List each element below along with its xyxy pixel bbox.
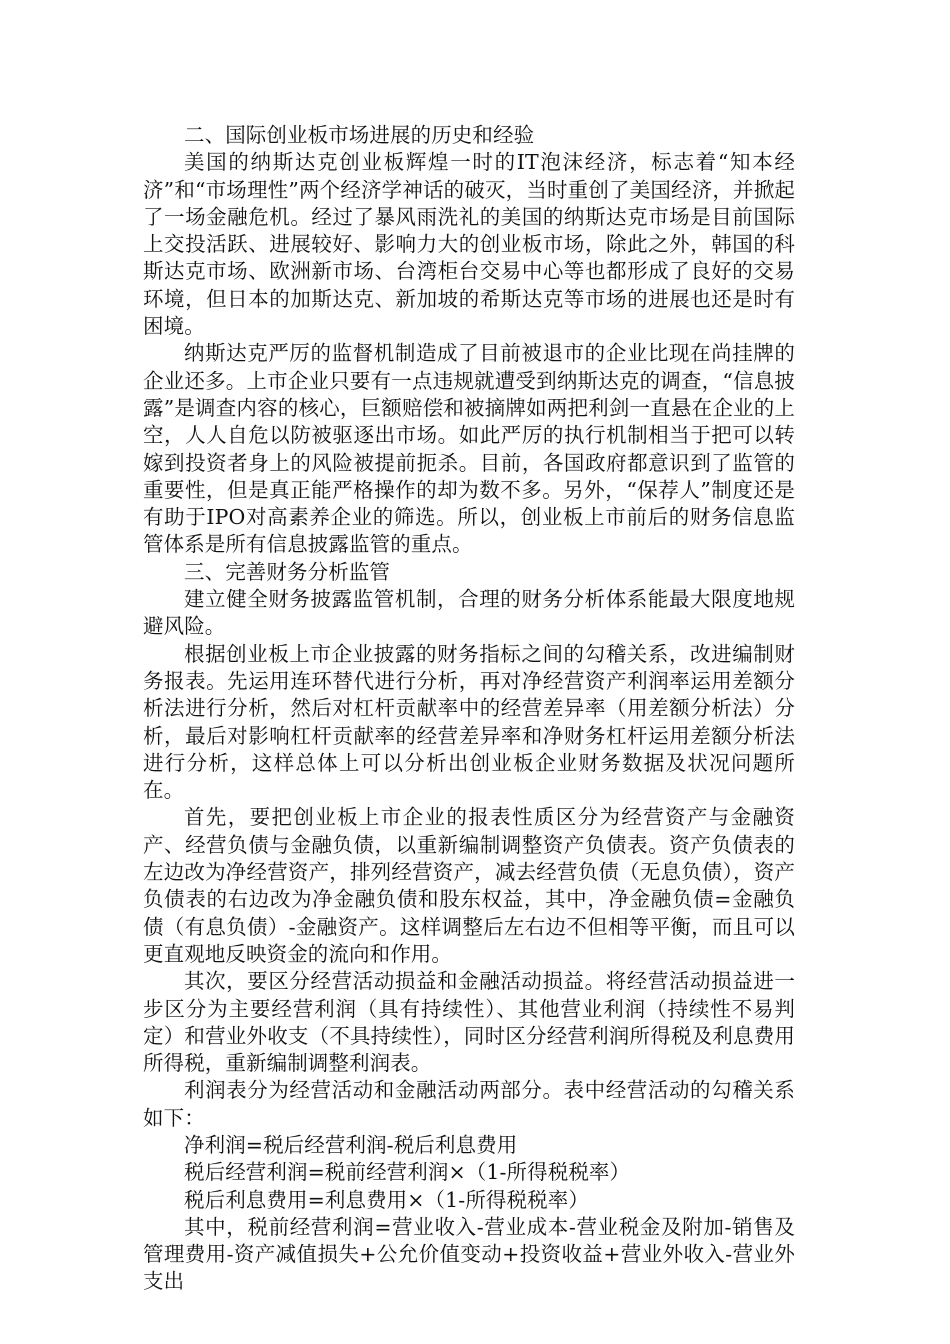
paragraph-nasdaq-history: 美国的纳斯达克创业板辉煌一时的IT泡沫经济，标志着“知本经济”和“市场理性”两个经济学神话的破灭，当时重创了美国经济，并掀起了一场金融危机。经过了暴风雨洗礼的美国的纳斯达克市场是目前国际上交投活跃、进展较好、影响力大的创业板市场，除此之外，韩国的科斯达克市场、欧洲新市场、台湾柜台交易中心等也都形成了良好的交易环境，但日本的加斯达克、新加坡的希斯达克等市场的进展也还是时有困境。: [143, 150, 795, 339]
paragraph-income-statement: 其次，要区分经营活动损益和金融活动损益。将经营活动损益进一步区分为主要经营利润（具有持续性）、其他营业利润（持续性不易判定）和营业外收支（不具持续性），同时区分经营利润所得税及利息费用所得税，重新编制调整利润表。: [143, 969, 795, 1076]
paragraph-nasdaq-supervision: 纳斯达克严厉的监督机制造成了目前被退市的企业比现在尚挂牌的企业还多。上市企业只要有一点违规就遭受到纳斯达克的调查，“信息披露”是调查内容的核心，巨额赔偿和被摘牌如两把利剑一直悬在企业的上空，人人自危以防被驱逐出市场。如此严厉的执行机制相当于把可以转嫁到投资者身上的风险被提前扼杀。目前，各国政府都意识到了监管的重要性，但是真正能严格操作的却为数不多。另外，“保荐人”制度还是有助于IPO对高素养企业的筛选。所以，创业板上市前后的财务信息监管体系是所有信息披露监管的重点。: [143, 341, 795, 557]
document-body: [143, 122, 795, 1296]
paragraph-relationship-intro: 利润表分为经营活动和金融活动两部分。表中经营活动的勾稽关系如下：: [143, 1078, 795, 1130]
paragraph-disclosure-mechanism: 建立健全财务披露监管机制，合理的财务分析体系能最大限度地规避风险。: [143, 587, 795, 639]
section-heading-2: 二、国际创业板市场进展的历史和经验: [184, 123, 535, 147]
formula-after-tax-operating-profit: 税后经营利润=税前经营利润×（1-所得税税率）: [184, 1160, 631, 1185]
paragraph-balance-sheet: 首先，要把创业板上市企业的报表性质区分为经营资产与金融资产、经营负债与金融负债，以重新编制调整资产负债表。资产负债表的左边改为净经营资产，排列经营资产，减去经营负债（无息负债），资产负债表的右边改为净金融负债和股东权益，其中，净金融负债=金融负债（有息负债）-金融资产。这样调整后左右边不但相等平衡，而且可以更直观地反映资金的流向和作用。: [143, 805, 795, 966]
paragraph-analysis-method: 根据创业板上市企业披露的财务指标之间的勾稽关系，改进编制财务报表。先运用连环替代进行分析，再对净经营资产利润率运用差额分析法进行分析，然后对杠杆贡献率中的经营差异率（用差额分析法）分析，最后对影响杠杆贡献率的经营差异率和净财务杠杆运用差额分析法进行分析，这样总体上可以分析出创业板企业财务数据及状况问题所在。: [143, 641, 795, 803]
formula-net-profit: 净利润=税后经营利润-税后利息费用: [184, 1132, 518, 1157]
formula-after-tax-interest: 税后利息费用=利息费用×（1-所得税税率）: [184, 1187, 589, 1212]
paragraph-pre-tax-operating-profit: 其中，税前经营利润=营业收入-营业成本-营业税金及附加-销售及管理费用-资产减值损失+公允价值变动+投资收益+营业外收入-营业外支出: [143, 1214, 795, 1294]
section-heading-3: 三、完善财务分析监管: [184, 559, 390, 584]
